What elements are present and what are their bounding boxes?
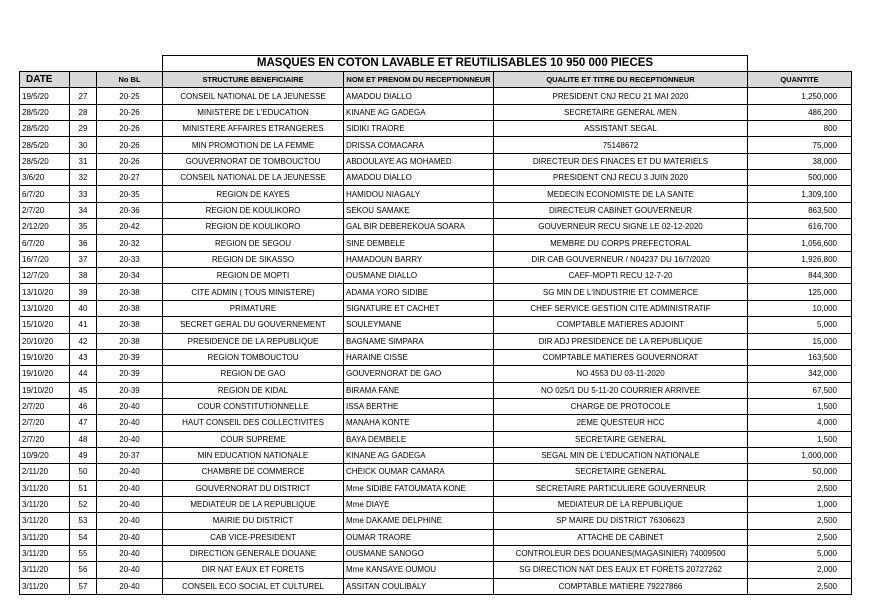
cell-date: 19/10/20 bbox=[20, 366, 70, 382]
table-row bbox=[20, 366, 852, 382]
table-row bbox=[20, 300, 852, 316]
col-header-date: DATE bbox=[20, 72, 70, 88]
cell-date: 3/6/20 bbox=[20, 170, 70, 186]
cell-quantity: 2,500 bbox=[748, 513, 852, 529]
cell-receiver-name: ADAMA YORO SIDIBE bbox=[344, 284, 494, 300]
table-row bbox=[20, 578, 852, 594]
cell-receiver-title: COMPTABLE MATIERES GOUVERNORAT bbox=[494, 349, 748, 365]
table-row bbox=[20, 153, 852, 169]
cell-bl: 20-40 bbox=[97, 464, 163, 480]
cell-date: 12/7/20 bbox=[20, 268, 70, 284]
cell-date: 2/7/20 bbox=[20, 431, 70, 447]
cell-date: 2/12/20 bbox=[20, 219, 70, 235]
cell-receiver-name: KINANE AG GADEGA bbox=[344, 104, 494, 120]
cell-receiver-title: CONTROLEUR DES DOUANES(MAGASINIER) 74009500 bbox=[494, 545, 748, 561]
cell-number: 55 bbox=[70, 545, 97, 561]
cell-number: 47 bbox=[70, 415, 97, 431]
title-blank-cell bbox=[20, 56, 163, 72]
cell-structure: PRIMATURE bbox=[163, 300, 344, 316]
col-header-receiver-title: QUALITE ET TITRE DU RECEPTIONNEUR bbox=[494, 72, 748, 88]
cell-date: 19/10/20 bbox=[20, 349, 70, 365]
cell-structure: CITE ADMIN ( TOUS MINISTERE) bbox=[163, 284, 344, 300]
cell-number: 57 bbox=[70, 578, 97, 594]
cell-date: 28/5/20 bbox=[20, 153, 70, 169]
cell-quantity: 4,000 bbox=[748, 415, 852, 431]
sheet-title: MASQUES EN COTON LAVABLE ET REUTILISABLES 10 950 000 PIECES bbox=[163, 56, 748, 72]
cell-date: 13/10/20 bbox=[20, 300, 70, 316]
cell-receiver-title: MEDIATEUR DE LA REPUBLIQUE bbox=[494, 496, 748, 512]
distribution-table bbox=[19, 55, 852, 595]
cell-quantity: 1,000,000 bbox=[748, 447, 852, 463]
col-header-number bbox=[70, 72, 97, 88]
cell-receiver-title: SG DIRECTION NAT DES EAUX ET FORETS 20727262 bbox=[494, 562, 748, 578]
cell-structure: REGION DE KOULIKORO bbox=[163, 202, 344, 218]
cell-structure: CHAMBRE DE COMMERCE bbox=[163, 464, 344, 480]
cell-receiver-title: SECRETAIRE GENERAL /MEN bbox=[494, 104, 748, 120]
table-row bbox=[20, 382, 852, 398]
cell-quantity: 486,200 bbox=[748, 104, 852, 120]
cell-number: 30 bbox=[70, 137, 97, 153]
cell-bl: 20-40 bbox=[97, 415, 163, 431]
cell-quantity: 1,309,100 bbox=[748, 186, 852, 202]
table-row bbox=[20, 415, 852, 431]
cell-receiver-title: PRESIDENT CNJ RECU 21 MAI 2020 bbox=[494, 88, 748, 104]
cell-bl: 20-26 bbox=[97, 137, 163, 153]
table-row bbox=[20, 562, 852, 578]
cell-receiver-title: SEGAL MIN DE L'EDUCATION NATIONALE bbox=[494, 447, 748, 463]
cell-receiver-title: SECRETAIRE GENERAL bbox=[494, 431, 748, 447]
cell-structure: MINISTERE DE L'EDUCATION bbox=[163, 104, 344, 120]
cell-structure: REGION TOMBOUCTOU bbox=[163, 349, 344, 365]
cell-bl: 20-40 bbox=[97, 562, 163, 578]
cell-date: 19/5/20 bbox=[20, 88, 70, 104]
cell-date: 28/5/20 bbox=[20, 104, 70, 120]
cell-date: 28/5/20 bbox=[20, 121, 70, 137]
cell-number: 51 bbox=[70, 480, 97, 496]
cell-bl: 20-34 bbox=[97, 268, 163, 284]
cell-receiver-name: BAYA DEMBELE bbox=[344, 431, 494, 447]
cell-structure: CAB VICE-PRESIDENT bbox=[163, 529, 344, 545]
cell-number: 36 bbox=[70, 235, 97, 251]
cell-receiver-title: SECRETAIRE GENERAL bbox=[494, 464, 748, 480]
cell-bl: 20-42 bbox=[97, 219, 163, 235]
cell-number: 38 bbox=[70, 268, 97, 284]
cell-quantity: 50,000 bbox=[748, 464, 852, 480]
cell-quantity: 1,250,000 bbox=[748, 88, 852, 104]
cell-date: 3/11/20 bbox=[20, 545, 70, 561]
table-row bbox=[20, 104, 852, 120]
cell-quantity: 616,700 bbox=[748, 219, 852, 235]
cell-date: 3/11/20 bbox=[20, 480, 70, 496]
cell-structure: COUR SUPREME bbox=[163, 431, 344, 447]
cell-structure: DIRECTION GENERALE DOUANE bbox=[163, 545, 344, 561]
cell-date: 2/7/20 bbox=[20, 202, 70, 218]
cell-quantity: 500,000 bbox=[748, 170, 852, 186]
cell-structure: DIR NAT EAUX ET FORETS bbox=[163, 562, 344, 578]
cell-receiver-title: SG MIN DE L'INDUSTRIE ET COMMERCE bbox=[494, 284, 748, 300]
cell-receiver-title: DIRECTEUR DES FINACES ET DU MATERIELS bbox=[494, 153, 748, 169]
cell-receiver-title: DIR ADJ PRESIDENCE DE LA REPUBLIQUE bbox=[494, 333, 748, 349]
cell-receiver-title: CHARGE DE PROTOCOLE bbox=[494, 398, 748, 414]
col-header-structure: STRUCTURE BENEFICIAIRE bbox=[163, 72, 344, 88]
table-row bbox=[20, 235, 852, 251]
col-header-bl: No BL bbox=[97, 72, 163, 88]
cell-quantity: 2,500 bbox=[748, 480, 852, 496]
cell-quantity: 5,000 bbox=[748, 545, 852, 561]
cell-bl: 20-26 bbox=[97, 104, 163, 120]
cell-receiver-name: SIDIKI TRAORE bbox=[344, 121, 494, 137]
table-row bbox=[20, 317, 852, 333]
cell-receiver-title: DIRECTEUR CABINET GOUVERNEUR bbox=[494, 202, 748, 218]
cell-date: 3/11/20 bbox=[20, 513, 70, 529]
col-header-quantity: QUANTITE bbox=[748, 72, 852, 88]
table-row bbox=[20, 284, 852, 300]
table-row bbox=[20, 496, 852, 512]
table-row bbox=[20, 545, 852, 561]
cell-bl: 20-40 bbox=[97, 578, 163, 594]
cell-number: 35 bbox=[70, 219, 97, 235]
cell-number: 28 bbox=[70, 104, 97, 120]
cell-quantity: 1,500 bbox=[748, 431, 852, 447]
cell-quantity: 125,000 bbox=[748, 284, 852, 300]
cell-receiver-title: COMPTABLE MATIERE 79227866 bbox=[494, 578, 748, 594]
cell-receiver-title: NO 025/1 DU 5-11-20 COURRIER ARRIVEE bbox=[494, 382, 748, 398]
cell-structure: REGION DE KOULIKORO bbox=[163, 219, 344, 235]
table-row bbox=[20, 202, 852, 218]
cell-number: 37 bbox=[70, 251, 97, 267]
table-body bbox=[20, 88, 852, 595]
cell-receiver-name: DRISSA COMACARA bbox=[344, 137, 494, 153]
cell-receiver-title: DIR CAB GOUVERNEUR / N04237 DU 16/7/2020 bbox=[494, 251, 748, 267]
cell-receiver-name: GOUVERNORAT DE GAO bbox=[344, 366, 494, 382]
cell-date: 3/11/20 bbox=[20, 529, 70, 545]
cell-bl: 20-38 bbox=[97, 284, 163, 300]
cell-receiver-title: SP MAIRE DU DISTRICT 76306623 bbox=[494, 513, 748, 529]
cell-structure: CONSEIL NATIONAL DE LA JEUNESSE bbox=[163, 170, 344, 186]
cell-bl: 20-37 bbox=[97, 447, 163, 463]
cell-structure: GOUVERNORAT DU DISTRICT bbox=[163, 480, 344, 496]
cell-structure: PRESIDENCE DE LA REPUBLIQUE bbox=[163, 333, 344, 349]
cell-bl: 20-40 bbox=[97, 480, 163, 496]
cell-number: 33 bbox=[70, 186, 97, 202]
cell-receiver-name: AMADOU DIALLO bbox=[344, 170, 494, 186]
cell-receiver-name: HAMIDOU NIAGALY bbox=[344, 186, 494, 202]
cell-bl: 20-40 bbox=[97, 496, 163, 512]
cell-number: 45 bbox=[70, 382, 97, 398]
cell-structure: REGION DE SEGOU bbox=[163, 235, 344, 251]
cell-receiver-name: AMADOU DIALLO bbox=[344, 88, 494, 104]
cell-number: 32 bbox=[70, 170, 97, 186]
cell-date: 6/7/20 bbox=[20, 235, 70, 251]
cell-structure: REGION DE KAYES bbox=[163, 186, 344, 202]
cell-date: 13/10/20 bbox=[20, 284, 70, 300]
cell-quantity: 1,926,800 bbox=[748, 251, 852, 267]
cell-bl: 20-35 bbox=[97, 186, 163, 202]
cell-structure: MINISTERE AFFAIRES ETRANGERES bbox=[163, 121, 344, 137]
cell-quantity: 2,500 bbox=[748, 529, 852, 545]
cell-number: 31 bbox=[70, 153, 97, 169]
col-header-receiver-name: NOM ET PRENOM DU RECEPTIONNEUR bbox=[344, 72, 494, 88]
cell-receiver-title: ASSISTANT SEGAL bbox=[494, 121, 748, 137]
cell-number: 53 bbox=[70, 513, 97, 529]
cell-receiver-name: MANAHA KONTE bbox=[344, 415, 494, 431]
table-row bbox=[20, 137, 852, 153]
cell-date: 2/7/20 bbox=[20, 398, 70, 414]
cell-receiver-title: MEDECIN ECONOMISTE DE LA SANTE bbox=[494, 186, 748, 202]
cell-receiver-name: OUSMANE SANOGO bbox=[344, 545, 494, 561]
cell-receiver-name: OUMAR TRAORE bbox=[344, 529, 494, 545]
cell-structure: SECRET GERAL DU GOUVERNEMENT bbox=[163, 317, 344, 333]
header-row bbox=[20, 72, 852, 88]
cell-quantity: 2,500 bbox=[748, 578, 852, 594]
cell-receiver-name: SINE DEMBELE bbox=[344, 235, 494, 251]
cell-quantity: 67,500 bbox=[748, 382, 852, 398]
title-blank-cell-right bbox=[748, 56, 852, 72]
cell-quantity: 15,000 bbox=[748, 333, 852, 349]
table-row bbox=[20, 447, 852, 463]
cell-bl: 20-40 bbox=[97, 398, 163, 414]
cell-date: 15/10/20 bbox=[20, 317, 70, 333]
cell-bl: 20-26 bbox=[97, 121, 163, 137]
cell-receiver-name: Mme DAKAME DELPHINE bbox=[344, 513, 494, 529]
cell-receiver-name: CHEICK OUMAR CAMARA bbox=[344, 464, 494, 480]
cell-receiver-name: KINANE AG GADEGA bbox=[344, 447, 494, 463]
cell-bl: 20-33 bbox=[97, 251, 163, 267]
title-row bbox=[20, 56, 852, 72]
cell-number: 40 bbox=[70, 300, 97, 316]
cell-structure: MIN PROMOTION DE LA FEMME bbox=[163, 137, 344, 153]
cell-bl: 20-40 bbox=[97, 529, 163, 545]
table-row bbox=[20, 513, 852, 529]
cell-bl: 20-40 bbox=[97, 513, 163, 529]
cell-number: 48 bbox=[70, 431, 97, 447]
cell-date: 3/11/20 bbox=[20, 578, 70, 594]
cell-quantity: 800 bbox=[748, 121, 852, 137]
cell-receiver-title: PRESIDENT CNJ RECU 3 JUIN 2020 bbox=[494, 170, 748, 186]
cell-receiver-name: ASSITAN COULIBALY bbox=[344, 578, 494, 594]
cell-quantity: 10,000 bbox=[748, 300, 852, 316]
cell-structure: REGION DE GAO bbox=[163, 366, 344, 382]
cell-number: 46 bbox=[70, 398, 97, 414]
cell-date: 3/11/20 bbox=[20, 496, 70, 512]
cell-receiver-name: GAL BIR DEBEREKOUA SOARA bbox=[344, 219, 494, 235]
cell-number: 29 bbox=[70, 121, 97, 137]
cell-structure: REGION DE MOPTI bbox=[163, 268, 344, 284]
cell-number: 56 bbox=[70, 562, 97, 578]
cell-number: 54 bbox=[70, 529, 97, 545]
cell-receiver-name: SOULEYMANE bbox=[344, 317, 494, 333]
cell-quantity: 38,000 bbox=[748, 153, 852, 169]
cell-quantity: 1,000 bbox=[748, 496, 852, 512]
table-row bbox=[20, 480, 852, 496]
cell-date: 19/10/20 bbox=[20, 382, 70, 398]
table-row bbox=[20, 170, 852, 186]
cell-bl: 20-39 bbox=[97, 349, 163, 365]
cell-receiver-title: GOUVERNEUR RECU SIGNE LE 02-12-2020 bbox=[494, 219, 748, 235]
cell-date: 16/7/20 bbox=[20, 251, 70, 267]
table-row bbox=[20, 121, 852, 137]
cell-receiver-title: NO 4553 DU 03-11-2020 bbox=[494, 366, 748, 382]
cell-number: 41 bbox=[70, 317, 97, 333]
cell-date: 10/9/20 bbox=[20, 447, 70, 463]
cell-quantity: 863,500 bbox=[748, 202, 852, 218]
cell-date: 2/11/20 bbox=[20, 464, 70, 480]
table-row bbox=[20, 88, 852, 104]
table-row bbox=[20, 251, 852, 267]
cell-receiver-title: CAEF-MOPTI RECU 12-7-20 bbox=[494, 268, 748, 284]
cell-receiver-title: CHEF SERVICE GESTION CITE ADMINISTRATIF bbox=[494, 300, 748, 316]
cell-receiver-name: SEKOU SAMAKE bbox=[344, 202, 494, 218]
cell-quantity: 342,000 bbox=[748, 366, 852, 382]
cell-structure: CONSEIL ECO SOCIAL ET CULTUREL bbox=[163, 578, 344, 594]
cell-receiver-name: HARAINE CISSE bbox=[344, 349, 494, 365]
cell-receiver-name: SIGNATURE ET CACHET bbox=[344, 300, 494, 316]
table-row bbox=[20, 268, 852, 284]
cell-receiver-title: 2EME QUESTEUR HCC bbox=[494, 415, 748, 431]
cell-date: 28/5/20 bbox=[20, 137, 70, 153]
cell-quantity: 75,000 bbox=[748, 137, 852, 153]
cell-bl: 20-27 bbox=[97, 170, 163, 186]
cell-receiver-title: ATTACHE DE CABINET bbox=[494, 529, 748, 545]
cell-number: 50 bbox=[70, 464, 97, 480]
cell-receiver-title: 75148672 bbox=[494, 137, 748, 153]
table-row bbox=[20, 398, 852, 414]
cell-quantity: 2,000 bbox=[748, 562, 852, 578]
cell-structure: MEDIATEUR DE LA REPUBLIQUE bbox=[163, 496, 344, 512]
table-row bbox=[20, 333, 852, 349]
cell-receiver-name: ABDOULAYE AG MOHAMED bbox=[344, 153, 494, 169]
cell-structure: REGION DE SIKASSO bbox=[163, 251, 344, 267]
cell-bl: 20-25 bbox=[97, 88, 163, 104]
cell-structure: COUR CONSTITUTIONNELLE bbox=[163, 398, 344, 414]
table-row bbox=[20, 349, 852, 365]
table-row bbox=[20, 464, 852, 480]
cell-receiver-name: Mme KANSAYE OUMOU bbox=[344, 562, 494, 578]
cell-receiver-name: BAGNAME SIMPARA bbox=[344, 333, 494, 349]
table-row bbox=[20, 219, 852, 235]
cell-number: 44 bbox=[70, 366, 97, 382]
cell-bl: 20-40 bbox=[97, 545, 163, 561]
cell-bl: 20-32 bbox=[97, 235, 163, 251]
cell-date: 6/7/20 bbox=[20, 186, 70, 202]
cell-quantity: 844,300 bbox=[748, 268, 852, 284]
cell-number: 42 bbox=[70, 333, 97, 349]
cell-quantity: 163,500 bbox=[748, 349, 852, 365]
cell-number: 27 bbox=[70, 88, 97, 104]
cell-receiver-name: HAMADOUN BARRY bbox=[344, 251, 494, 267]
cell-bl: 20-40 bbox=[97, 431, 163, 447]
cell-number: 39 bbox=[70, 284, 97, 300]
cell-date: 20/10/20 bbox=[20, 333, 70, 349]
cell-quantity: 5,000 bbox=[748, 317, 852, 333]
cell-structure: MAIRIE DU DISTRICT bbox=[163, 513, 344, 529]
cell-date: 2/7/20 bbox=[20, 415, 70, 431]
cell-structure: GOUVERNORAT DE TOMBOUCTOU bbox=[163, 153, 344, 169]
cell-bl: 20-38 bbox=[97, 317, 163, 333]
cell-receiver-name: Mme DIAYE bbox=[344, 496, 494, 512]
cell-bl: 20-26 bbox=[97, 153, 163, 169]
cell-structure: HAUT CONSEIL DES COLLECTIVITES bbox=[163, 415, 344, 431]
spreadsheet bbox=[19, 55, 851, 595]
table-row bbox=[20, 431, 852, 447]
cell-receiver-name: Mme SIDIBE FATOUMATA KONE bbox=[344, 480, 494, 496]
cell-bl: 20-36 bbox=[97, 202, 163, 218]
cell-date: 3/11/20 bbox=[20, 562, 70, 578]
cell-structure: REGION DE KIDAL bbox=[163, 382, 344, 398]
cell-number: 34 bbox=[70, 202, 97, 218]
cell-number: 43 bbox=[70, 349, 97, 365]
cell-bl: 20-38 bbox=[97, 333, 163, 349]
cell-bl: 20-39 bbox=[97, 366, 163, 382]
cell-receiver-title: COMPTABLE MATIERES ADJOINT bbox=[494, 317, 748, 333]
cell-bl: 20-38 bbox=[97, 300, 163, 316]
cell-number: 52 bbox=[70, 496, 97, 512]
cell-receiver-name: OUSMANE DIALLO bbox=[344, 268, 494, 284]
cell-receiver-title: SECRETAIRE PARTICULIERE GOUVERNEUR bbox=[494, 480, 748, 496]
cell-bl: 20-39 bbox=[97, 382, 163, 398]
table-row bbox=[20, 186, 852, 202]
cell-quantity: 1,500 bbox=[748, 398, 852, 414]
cell-receiver-title: MEMBRE DU CORPS PREFECTORAL bbox=[494, 235, 748, 251]
cell-structure: MIN EDUCATION NATIONALE bbox=[163, 447, 344, 463]
cell-receiver-name: BIRAMA FANE bbox=[344, 382, 494, 398]
cell-structure: CONSEIL NATIONAL DE LA JEUNESSE bbox=[163, 88, 344, 104]
cell-quantity: 1,056,600 bbox=[748, 235, 852, 251]
cell-receiver-name: ISSA BERTHE bbox=[344, 398, 494, 414]
table-row bbox=[20, 529, 852, 545]
cell-number: 49 bbox=[70, 447, 97, 463]
